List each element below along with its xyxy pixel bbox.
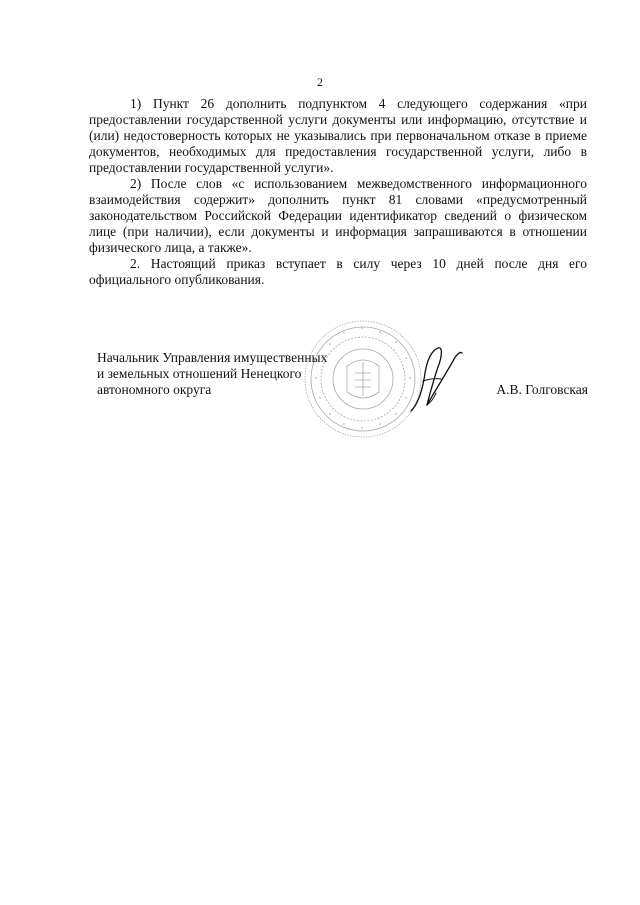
page-number: 2 [317,75,323,89]
signatory-name: А.В. Голговская [496,382,588,397]
signatory-position [97,350,327,398]
signatory-position-line: и земельных отношений Ненецкого [97,366,302,381]
signatory-position-line: автономного округа [97,382,212,397]
paragraph-item-1: 1) Пункт 26 дополнить подпунктом 4 следующего содержания «при предоставлении государственной услуги документы или информацию, отсутствие и (или) недостоверность которых не указывались при первоначальном отказе в приеме документов, необходимых для предоставления государственной услуги, либо в предоставлении государственной услуги». [89,96,587,175]
paragraph-effective-date: 2. Настоящий приказ вступает в силу через 10 дней после дня его официального опубликования. [89,256,587,287]
document-body [89,96,587,288]
handwritten-signature [405,345,465,415]
paragraph-item-2: 2) После слов «с использованием межведомственного информационного взаимодействия содержит» дополнить пункт 81 словами «предусмотренный законодательством Российской Федерации идентификатор сведений о физическом лице (при наличии), если документы и информация запрашиваются в отношении физического лица, а также». [89,176,587,255]
signatory-position-line: Начальник Управления имущественных [97,350,328,365]
